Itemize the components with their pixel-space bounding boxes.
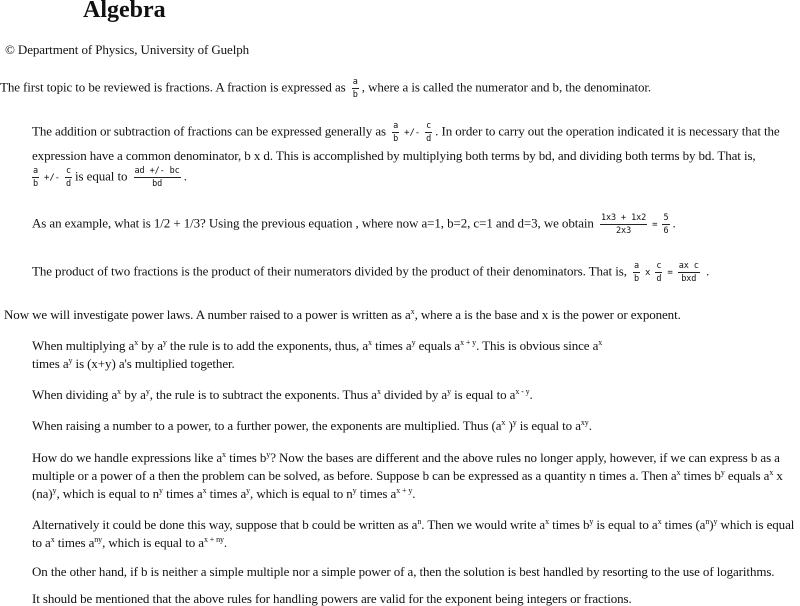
superscript-exponent: y (162, 338, 167, 347)
fraction (662, 213, 669, 236)
text-run: the rule is to add the exponents, thus, a (166, 338, 369, 353)
superscript-exponent: x (657, 517, 662, 526)
paragraph-example (32, 213, 676, 236)
superscript-exponent: x (676, 468, 681, 477)
paragraph-different-bases (32, 450, 780, 465)
superscript-exponent: x (117, 387, 122, 396)
superscript-exponent: ny (94, 535, 103, 544)
text-run: . Then we would write a (421, 517, 546, 532)
fraction-denominator: b (33, 179, 39, 189)
fraction (600, 213, 647, 236)
fraction (134, 166, 181, 189)
text-run: is equal to (75, 168, 131, 184)
paragraph-multiplying (32, 356, 235, 371)
text-run: which is equal (717, 517, 795, 532)
text-run: times b (548, 517, 590, 532)
fraction-numerator: ax c (678, 261, 699, 271)
text-run: , where a is the base and x is the power or exponent. (414, 307, 681, 322)
text-run: When raising a number to a power, to a further power, the exponents are multiplied. Thus (a (32, 418, 502, 433)
text-run: (na) (32, 486, 53, 501)
text-run: divided by a (380, 387, 448, 402)
paragraph-alternative (32, 517, 794, 532)
superscript-exponent: x (202, 486, 207, 495)
fraction-denominator: d (426, 134, 432, 144)
fraction-denominator: b (352, 90, 358, 100)
paragraph-fractions-intro (0, 77, 651, 100)
fraction-denominator: 6 (663, 226, 669, 236)
superscript-exponent: y (411, 338, 416, 347)
superscript-exponent: y (145, 387, 150, 396)
text-run: , which is equal to n (56, 486, 160, 501)
text-run: multiple or a power of a then the problem can be solved, as before. Suppose b can be expressed as a quantity n times a. Then a (32, 468, 677, 483)
text-run: to a (32, 535, 51, 550)
superscript-exponent: y (713, 517, 718, 526)
math-operator: +/- (404, 128, 421, 139)
copyright-notice: © Department of Physics, University of Guelph (5, 42, 250, 57)
superscript-exponent: x + y (460, 338, 477, 347)
paragraph-addition-line (32, 121, 780, 144)
text-run: , which is equal to a (102, 535, 204, 550)
text-run: , which is equal to n (250, 486, 353, 501)
text-run: by a (138, 338, 163, 353)
text-run: The first topic to be reviewed is fractions. A fraction is expressed as (0, 79, 349, 95)
superscript-exponent: y (52, 486, 57, 495)
fraction (392, 121, 399, 144)
fraction-denominator: d (66, 179, 72, 189)
paragraph-addition-line (29, 166, 187, 189)
paragraph-different-bases (32, 486, 415, 501)
superscript-exponent: x (501, 418, 506, 427)
superscript-exponent: x (222, 450, 226, 459)
superscript-exponent: x (410, 307, 415, 316)
superscript-exponent: n (417, 517, 422, 526)
text-run: times b (680, 468, 721, 483)
fraction (633, 261, 640, 284)
text-run: When multiplying a (32, 338, 135, 353)
superscript-exponent: y (266, 450, 271, 459)
text-run: As an example, what is 1/2 + 1/3? Using the previous equation , where now a=1, b=2, c=1 and d=3, we obtain (32, 215, 597, 231)
math-operator: = (667, 268, 673, 279)
text-run: is equal to a (451, 387, 516, 402)
text-run: It should be mentioned that the above rules for handling powers are valid for the exponent being integers or fractions. (32, 591, 632, 606)
math-operator: = (652, 220, 658, 231)
text-run: equals a (415, 338, 461, 353)
superscript-exponent: x (769, 468, 774, 477)
fraction-denominator: 2x3 (616, 226, 632, 236)
text-run: is equal to a (516, 418, 581, 433)
fraction (352, 77, 359, 100)
text-run: by a (121, 387, 146, 402)
fraction-numerator: c (656, 261, 662, 271)
superscript-exponent: x (376, 387, 381, 396)
paragraph-multiplying (32, 338, 602, 353)
text-run: times a (162, 486, 203, 501)
paragraph-power-laws-intro (4, 307, 681, 322)
text-run: , where a is called the numerator and b, the denominator. (361, 79, 652, 95)
text-run: . (412, 486, 416, 501)
text-run: ? Now the bases are different and the above rules no longer apply, however, if we can express b as a (270, 450, 780, 465)
page-title: Algebra (83, 0, 166, 23)
superscript-exponent: x (134, 338, 139, 347)
superscript-exponent: x - y (515, 387, 530, 396)
superscript-exponent: y (352, 486, 357, 495)
fraction-denominator: b (634, 274, 640, 284)
paragraph-logarithms (32, 564, 774, 579)
fraction (32, 166, 39, 189)
superscript-exponent: x (598, 338, 603, 347)
superscript-exponent: y (447, 387, 451, 396)
text-run: . (702, 263, 710, 279)
math-operator: +/- (44, 173, 60, 184)
superscript-exponent: y (512, 418, 517, 427)
text-run: . In order to carry out the operation indicated it is necessary that the (435, 123, 780, 139)
superscript-exponent: xy (580, 418, 589, 427)
fraction-denominator: d (656, 274, 662, 284)
fraction (65, 166, 72, 189)
superscript-exponent: n (705, 517, 710, 526)
paragraph-addition-line (32, 148, 756, 163)
text-run: When dividing a (32, 387, 118, 402)
text-run: is equal to a (593, 517, 658, 532)
text-run: . (183, 168, 187, 184)
paragraph-raising (32, 418, 592, 433)
fraction-numerator: c (66, 166, 72, 176)
superscript-exponent: y (246, 486, 251, 495)
text-run: times a (32, 356, 69, 371)
text-run: times a (206, 486, 247, 501)
superscript-exponent: x + ny (203, 535, 224, 544)
text-run: . (529, 387, 533, 402)
text-run: ) (709, 517, 714, 532)
paragraph-different-bases (32, 468, 783, 483)
text-run: is (x+y) a's multiplied together. (72, 356, 235, 371)
fraction (678, 261, 700, 284)
text-run: . (672, 215, 676, 231)
text-run: How do we handle expressions like a (32, 450, 223, 465)
text-run: On the other hand, if b is neither a simple multiple nor a simple power of a, then the solution is best handled by resorting to the use of logarithms. (32, 564, 775, 579)
text-run: times a (371, 338, 412, 353)
text-run: times b (225, 450, 267, 465)
superscript-exponent: y (159, 486, 163, 495)
text-run: x (773, 468, 783, 483)
fraction-numerator: a (634, 261, 640, 271)
text-run: ) (505, 418, 513, 433)
superscript-exponent: y (589, 517, 594, 526)
fraction-denominator: bd (152, 179, 163, 189)
fraction-numerator: c (426, 121, 432, 131)
fraction-numerator: a (393, 121, 399, 131)
text-run: times (a (661, 517, 706, 532)
paragraph-product (32, 261, 709, 284)
fraction-numerator: a (33, 166, 39, 176)
fraction (655, 261, 662, 284)
text-run: Alternatively it could be done this way, suppose that b could be written as a (32, 517, 418, 532)
fraction-denominator: bxd (681, 274, 697, 284)
fraction-denominator: b (393, 134, 399, 144)
text-run: . (223, 535, 228, 550)
fraction-numerator: 1x3 + 1x2 (600, 213, 647, 223)
text-run: . (588, 418, 592, 433)
math-operator: x (645, 268, 651, 279)
paragraph-dividing (32, 387, 533, 402)
text-run: times a (356, 486, 397, 501)
fraction (425, 121, 432, 144)
superscript-exponent: x (50, 535, 55, 544)
superscript-exponent: y (68, 356, 73, 365)
text-run: equals a (724, 468, 770, 483)
fraction-numerator: a (352, 77, 358, 87)
text-run: The addition or subtraction of fractions can be expressed generally as (32, 123, 390, 139)
paragraph-validity-note (32, 591, 632, 606)
fraction-numerator: 5 (663, 213, 669, 223)
text-run: Now we will investigate power laws. A number raised to a power is written as a (4, 307, 411, 322)
text-run: . This is obvious since a (476, 338, 599, 353)
text-run: , the rule is to subtract the exponents. Thus a (149, 387, 377, 402)
superscript-exponent: x (545, 517, 549, 526)
superscript-exponent: y (720, 468, 725, 477)
text-run: The product of two fractions is the product of their numerators divided by the product of their denominators. That is, (32, 263, 630, 279)
fraction-numerator: ad +/- bc (134, 166, 180, 176)
text-run: expression have a common denominator, b x d. This is accomplished by multiplying both terms by bd, and dividing both terms by bd. That is, (32, 148, 756, 163)
text-run: times a (54, 535, 95, 550)
paragraph-alternative (32, 535, 227, 550)
superscript-exponent: x + y (396, 486, 413, 495)
superscript-exponent: x (368, 338, 372, 347)
